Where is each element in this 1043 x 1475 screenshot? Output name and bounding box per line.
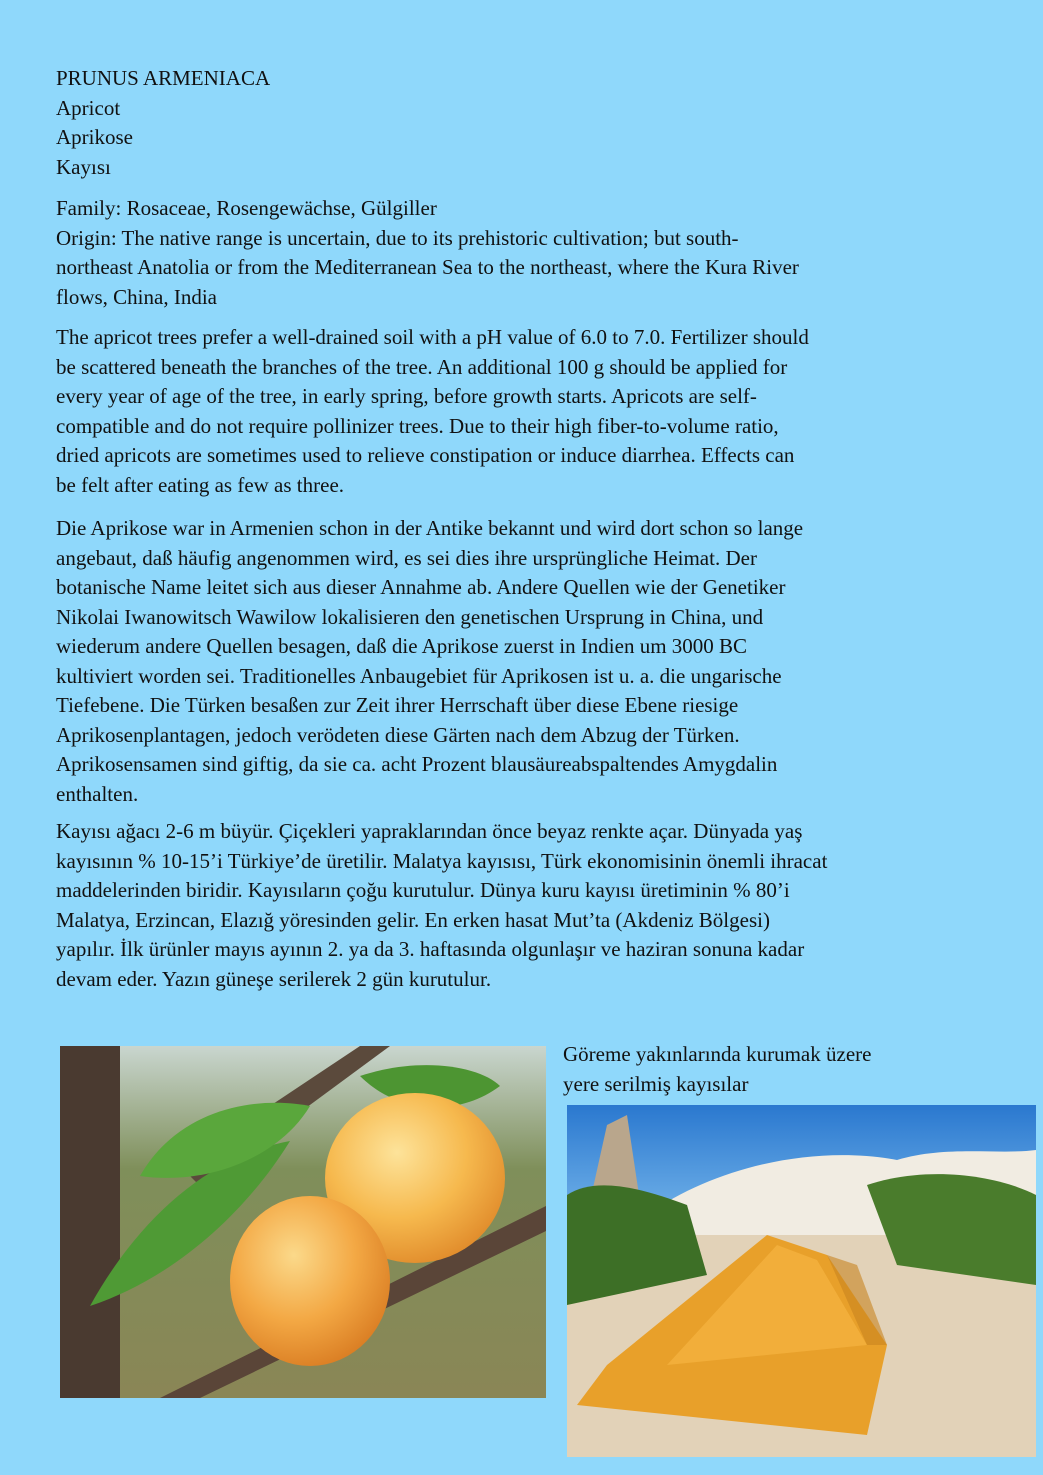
paragraph-line: yapılır. İlk ürünler mayıs ayının 2. ya da 3. haftasında olgunlaşır ve haziran sonuna kadar [56, 937, 805, 961]
apricot-branch-photo [60, 1046, 546, 1398]
caption-line: yere serilmiş kayısılar [563, 1071, 749, 1096]
family-line: Family: Rosaceae, Rosengewächse, Gülgiller [56, 196, 437, 220]
paragraph-line: enthalten. [56, 781, 139, 806]
paragraph-line: Aprikosenplantagen, jedoch verödeten diese Gärten nach dem Abzug der Türken. [56, 722, 740, 747]
paragraph-line: be felt after eating as few as three. [56, 472, 345, 497]
paragraph-line: kayısının % 10-15’i Türkiye’de üretilir. Malatya kayısısı, Türk ekonomisinin önemli ihracat [56, 848, 828, 873]
paragraph-line: wiederum andere Quellen besagen, daß die Aprikose zuerst in Indien um 3000 BC [56, 634, 748, 658]
turkish-name: Kayısı [56, 154, 111, 179]
drying-apricots-illustration [567, 1105, 1036, 1457]
caption-line: Göreme yakınlarında kurumak üzere [563, 1042, 872, 1066]
drying-apricots-photo [567, 1105, 1036, 1457]
german-name: Aprikose [56, 125, 133, 149]
paragraph-line: angebaut, daß häufig angenommen wird, es sei dies ihre ursprüngliche Heimat. Der [56, 545, 757, 570]
paragraph-turkish [56, 817, 996, 994]
paragraph-line: Nikolai Iwanowitsch Wawilow lokalisieren den genetischen Ursprung in China, und [56, 604, 764, 629]
paragraph-line: Tiefebene. Die Türken besaßen zur Zeit ihrer Herrschaft über diese Ebene riesige [56, 693, 739, 717]
paragraph-line: Malatya, Erzincan, Elazığ yöresinden gelir. En erken hasat Mut’ta (Akdeniz Bölgesi) [56, 907, 770, 932]
paragraph-line: Die Aprikose war in Armenien schon in der Antike bekannt und wird dort schon so lange [56, 516, 804, 540]
paragraph-german [56, 514, 996, 809]
title-block [56, 64, 996, 182]
latin-name: PRUNUS ARMENIACA [56, 66, 271, 90]
paragraph-line: kultiviert worden sei. Traditionelles Anbaugebiet für Aprikosen ist u. a. die ungarische [56, 663, 782, 688]
origin-line: flows, China, India [56, 284, 217, 309]
paragraph-line: dried apricots are sometimes used to relieve constipation or induce diarrhea. Effects can [56, 443, 795, 467]
meta-block [56, 194, 996, 312]
apricot-branch-illustration [60, 1046, 546, 1398]
paragraph-line: Aprikosensamen sind giftig, da sie ca. acht Prozent blausäureabspaltendes Amygdalin [56, 752, 778, 776]
paragraph-line: The apricot trees prefer a well-drained soil with a pH value of 6.0 to 7.0. Fertilizer should [56, 325, 809, 349]
paragraph-line: botanische Name leitet sich aus dieser Annahme ab. Andere Quellen wie der Genetiker [56, 575, 786, 599]
paragraph-line: maddelerinden biridir. Kayısıların çoğu kurutulur. Dünya kuru kayısı üretiminin % 80’i [56, 878, 790, 902]
photo-caption [563, 1040, 871, 1099]
paragraph-english [56, 323, 996, 500]
english-name: Apricot [56, 95, 121, 120]
origin-line: Origin: The native range is uncertain, due to its prehistoric cultivation; but south- [56, 225, 739, 250]
paragraph-line: devam eder. Yazın güneşe serilerek 2 gün kurutulur. [56, 966, 492, 991]
paragraph-line: compatible and do not require pollinizer trees. Due to their high fiber-to-volume ratio, [56, 413, 779, 438]
paragraph-line: every year of age of the tree, in early spring, before growth starts. Apricots are self- [56, 384, 757, 408]
paragraph-line: be scattered beneath the branches of the tree. An additional 100 g should be applied for [56, 354, 788, 379]
paragraph-line: Kayısı ağacı 2-6 m büyür. Çiçekleri yapraklarından önce beyaz renkte açar. Dünyada yaş [56, 819, 803, 843]
origin-line: northeast Anatolia or from the Mediterranean Sea to the northeast, where the Kura River [56, 255, 799, 279]
